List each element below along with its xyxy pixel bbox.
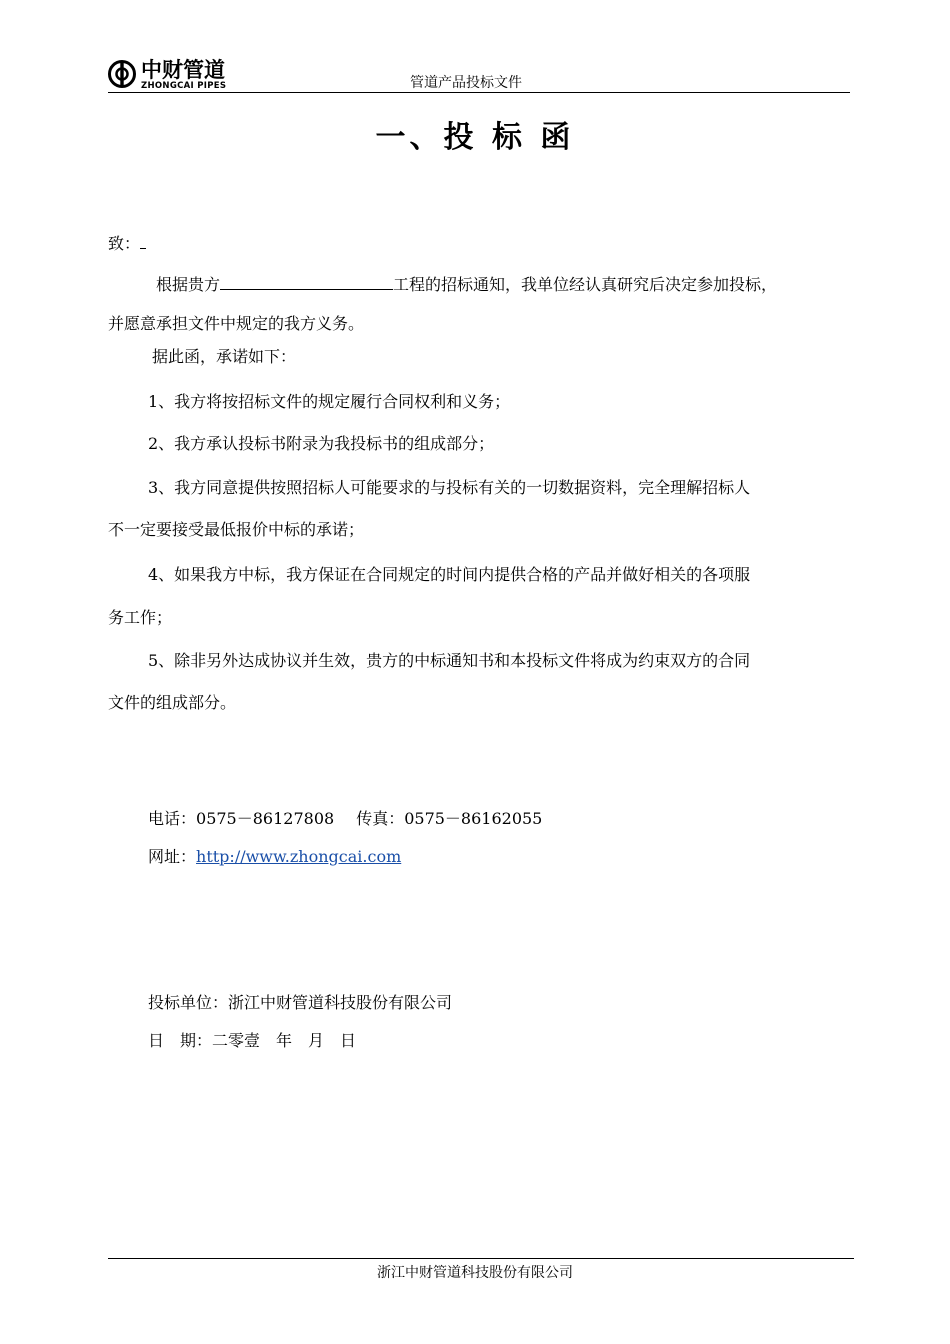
pledge-item-3-line-1: 3、我方同意提供按照招标人可能要求的与投标有关的一切数据资料，完全理解招标人 (148, 478, 751, 497)
pledge-item-4-line-1: 4、如果我方中标，我方保证在合同规定的时间内提供合格的产品并做好相关的各项服 (148, 565, 751, 584)
website-label: 网址： (148, 847, 197, 866)
pledge-intro: 据此函，承诺如下： (152, 347, 297, 366)
para1-suffix: 工程的招标通知，我单位经认真研究后决定参加投标， (393, 275, 778, 294)
paragraph-1-line-2: 并愿意承担文件中规定的我方义务。 (108, 314, 365, 333)
fax-number: 0575－86162055 (404, 809, 543, 828)
paragraph-1-line-1 (156, 273, 777, 296)
header-document-title: 管道产品投标文件 (410, 75, 522, 91)
phone-label: 电话： (148, 809, 197, 828)
contact-phone-fax (148, 808, 542, 830)
date-label: 日 期： (148, 1031, 213, 1050)
project-name-blank (220, 273, 393, 290)
pledge-item-3-line-2: 不一定要接受最低报价中标的承诺； (108, 520, 365, 539)
para1-prefix: 根据贵方 (156, 275, 221, 294)
addressee-line (108, 233, 146, 255)
pledge-item-4-line-2: 务工作； (108, 608, 173, 627)
pledge-item-2: 2、我方承认投标书附录为我投标书的组成部分； (148, 434, 495, 453)
header-divider (108, 92, 850, 93)
footer-company: 浙江中财管道科技股份有限公司 (377, 1265, 573, 1281)
addressee-blank (140, 234, 146, 249)
fax-label: 传真： (356, 809, 405, 828)
footer-divider (108, 1258, 854, 1259)
company-logo (108, 58, 238, 92)
website-link[interactable]: http://www.zhongcai.com (196, 847, 402, 866)
pledge-item-5-line-1: 5、除非另外达成协议并生效，贵方的中标通知书和本投标文件将成为约束双方的合同 (148, 651, 751, 670)
bidder-unit (148, 992, 452, 1014)
phone-number: 0575－86127808 (196, 809, 335, 828)
pledge-item-1: 1、我方将按招标文件的规定履行合同权利和义务； (148, 392, 511, 411)
bid-date (148, 1030, 356, 1052)
bidder-unit-name: 浙江中财管道科技股份有限公司 (228, 993, 453, 1012)
zhongcai-logo-icon (108, 60, 136, 88)
logo-english-name: ZHONGCAI PIPES (141, 81, 227, 91)
addressee-label: 致： (108, 234, 141, 253)
date-value: 二零壹 年 月 日 (212, 1031, 357, 1050)
pledge-item-5-line-2: 文件的组成部分。 (108, 693, 237, 712)
page-title: 一、投 标 函 (375, 120, 575, 155)
bidder-unit-label: 投标单位： (148, 993, 229, 1012)
logo-chinese-name: 中财管道 (141, 58, 225, 82)
contact-website (148, 846, 401, 868)
